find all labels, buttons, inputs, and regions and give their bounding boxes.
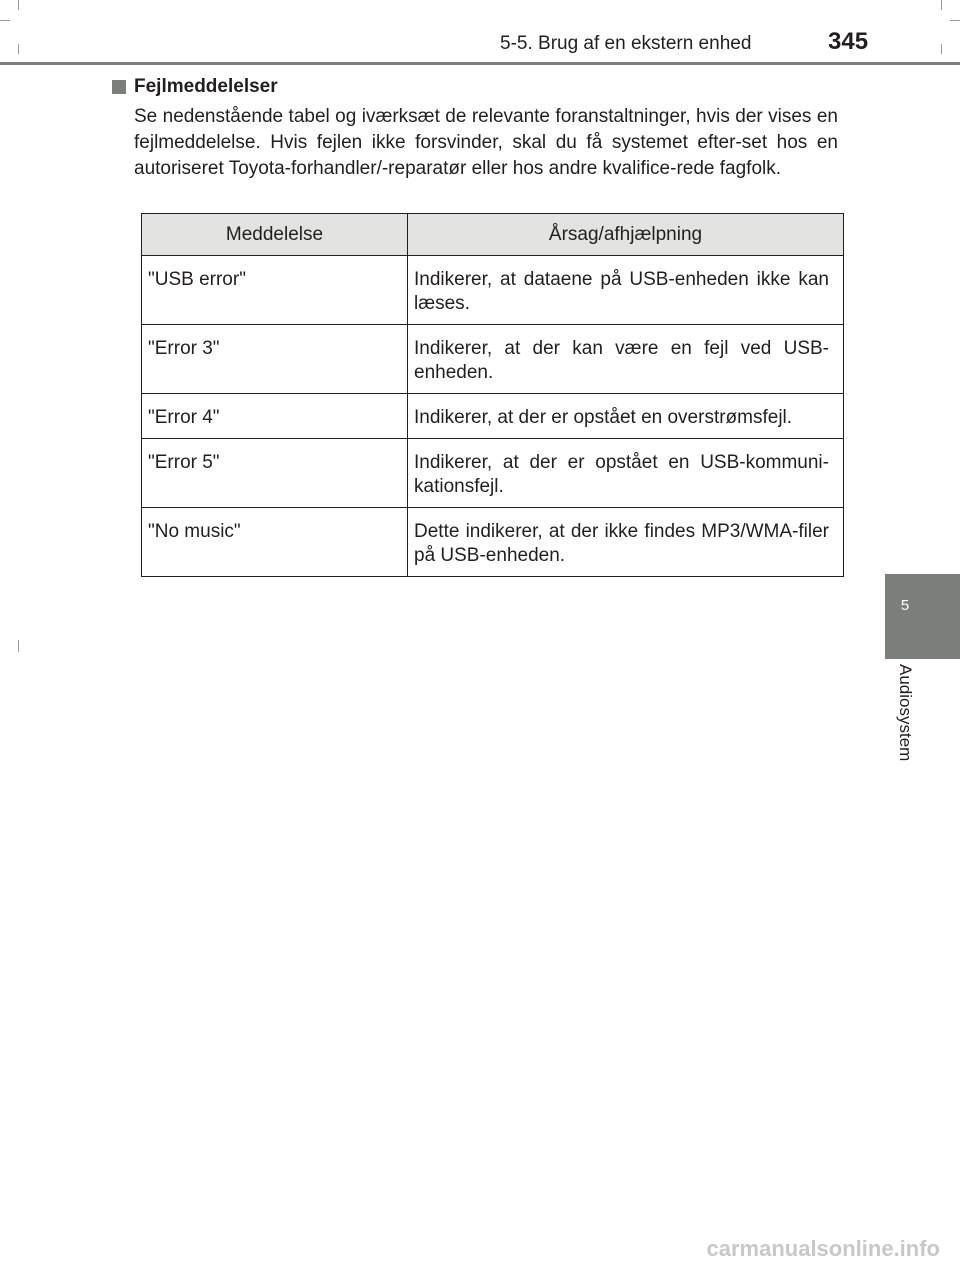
crop-mark bbox=[941, 0, 942, 10]
square-bullet-icon bbox=[112, 80, 126, 94]
page-number: 345 bbox=[828, 28, 869, 55]
chapter-title: Audiosystem bbox=[896, 664, 915, 762]
table-row bbox=[142, 508, 844, 577]
crop-mark bbox=[0, 20, 10, 21]
crop-mark bbox=[18, 640, 19, 652]
heading-text: Fejlmeddelelser bbox=[134, 76, 278, 97]
message-cell: "USB error" bbox=[142, 256, 408, 325]
chapter-tab bbox=[885, 574, 960, 659]
cause-cell: Indikerer, at der kan være en fejl ved USB-enheden. bbox=[408, 325, 844, 394]
error-message-table bbox=[141, 213, 844, 577]
message-cell: "Error 3" bbox=[142, 325, 408, 394]
cause-cell: Indikerer, at dataene på USB-enheden ikke kan læses. bbox=[408, 256, 844, 325]
crop-mark bbox=[950, 20, 960, 21]
watermark: carmanualsonline.info bbox=[706, 1236, 940, 1261]
crop-mark bbox=[941, 44, 942, 54]
table-row bbox=[142, 394, 844, 439]
cause-cell: Dette indikerer, at der ikke findes MP3/WMA-filer på USB-enheden. bbox=[408, 508, 844, 577]
column-header-cause: Årsag/afhjælpning bbox=[408, 214, 844, 256]
intro-paragraph: Se nedenstående tabel og iværksæt de relevante foranstaltninger, hvis der vises en fejlmeddelelse. Hvis fejlen ikke forsvinder, skal du få systemet efter-set hos en autoriseret Toyota-forhandler/-reparatør eller hos andre kvalifice-rede fagfolk. bbox=[134, 106, 838, 179]
table-row bbox=[142, 256, 844, 325]
header-rule bbox=[0, 62, 960, 65]
cause-cell: Indikerer, at der er opstået en overstrømsfejl. bbox=[408, 394, 844, 439]
table-row bbox=[142, 439, 844, 508]
message-cell: "Error 5" bbox=[142, 439, 408, 508]
crop-mark bbox=[18, 0, 19, 10]
message-cell: "Error 4" bbox=[142, 394, 408, 439]
heading bbox=[112, 76, 278, 98]
cause-cell: Indikerer, at der er opstået en USB-kommuni-kationsfejl. bbox=[408, 439, 844, 508]
table-row bbox=[142, 325, 844, 394]
message-cell: "No music" bbox=[142, 508, 408, 577]
section-title: 5-5. Brug af en ekstern enhed bbox=[500, 33, 752, 54]
column-header-message: Meddelelse bbox=[142, 214, 408, 256]
table-header-row bbox=[142, 214, 844, 256]
chapter-number: 5 bbox=[900, 597, 910, 614]
crop-mark bbox=[18, 44, 19, 54]
